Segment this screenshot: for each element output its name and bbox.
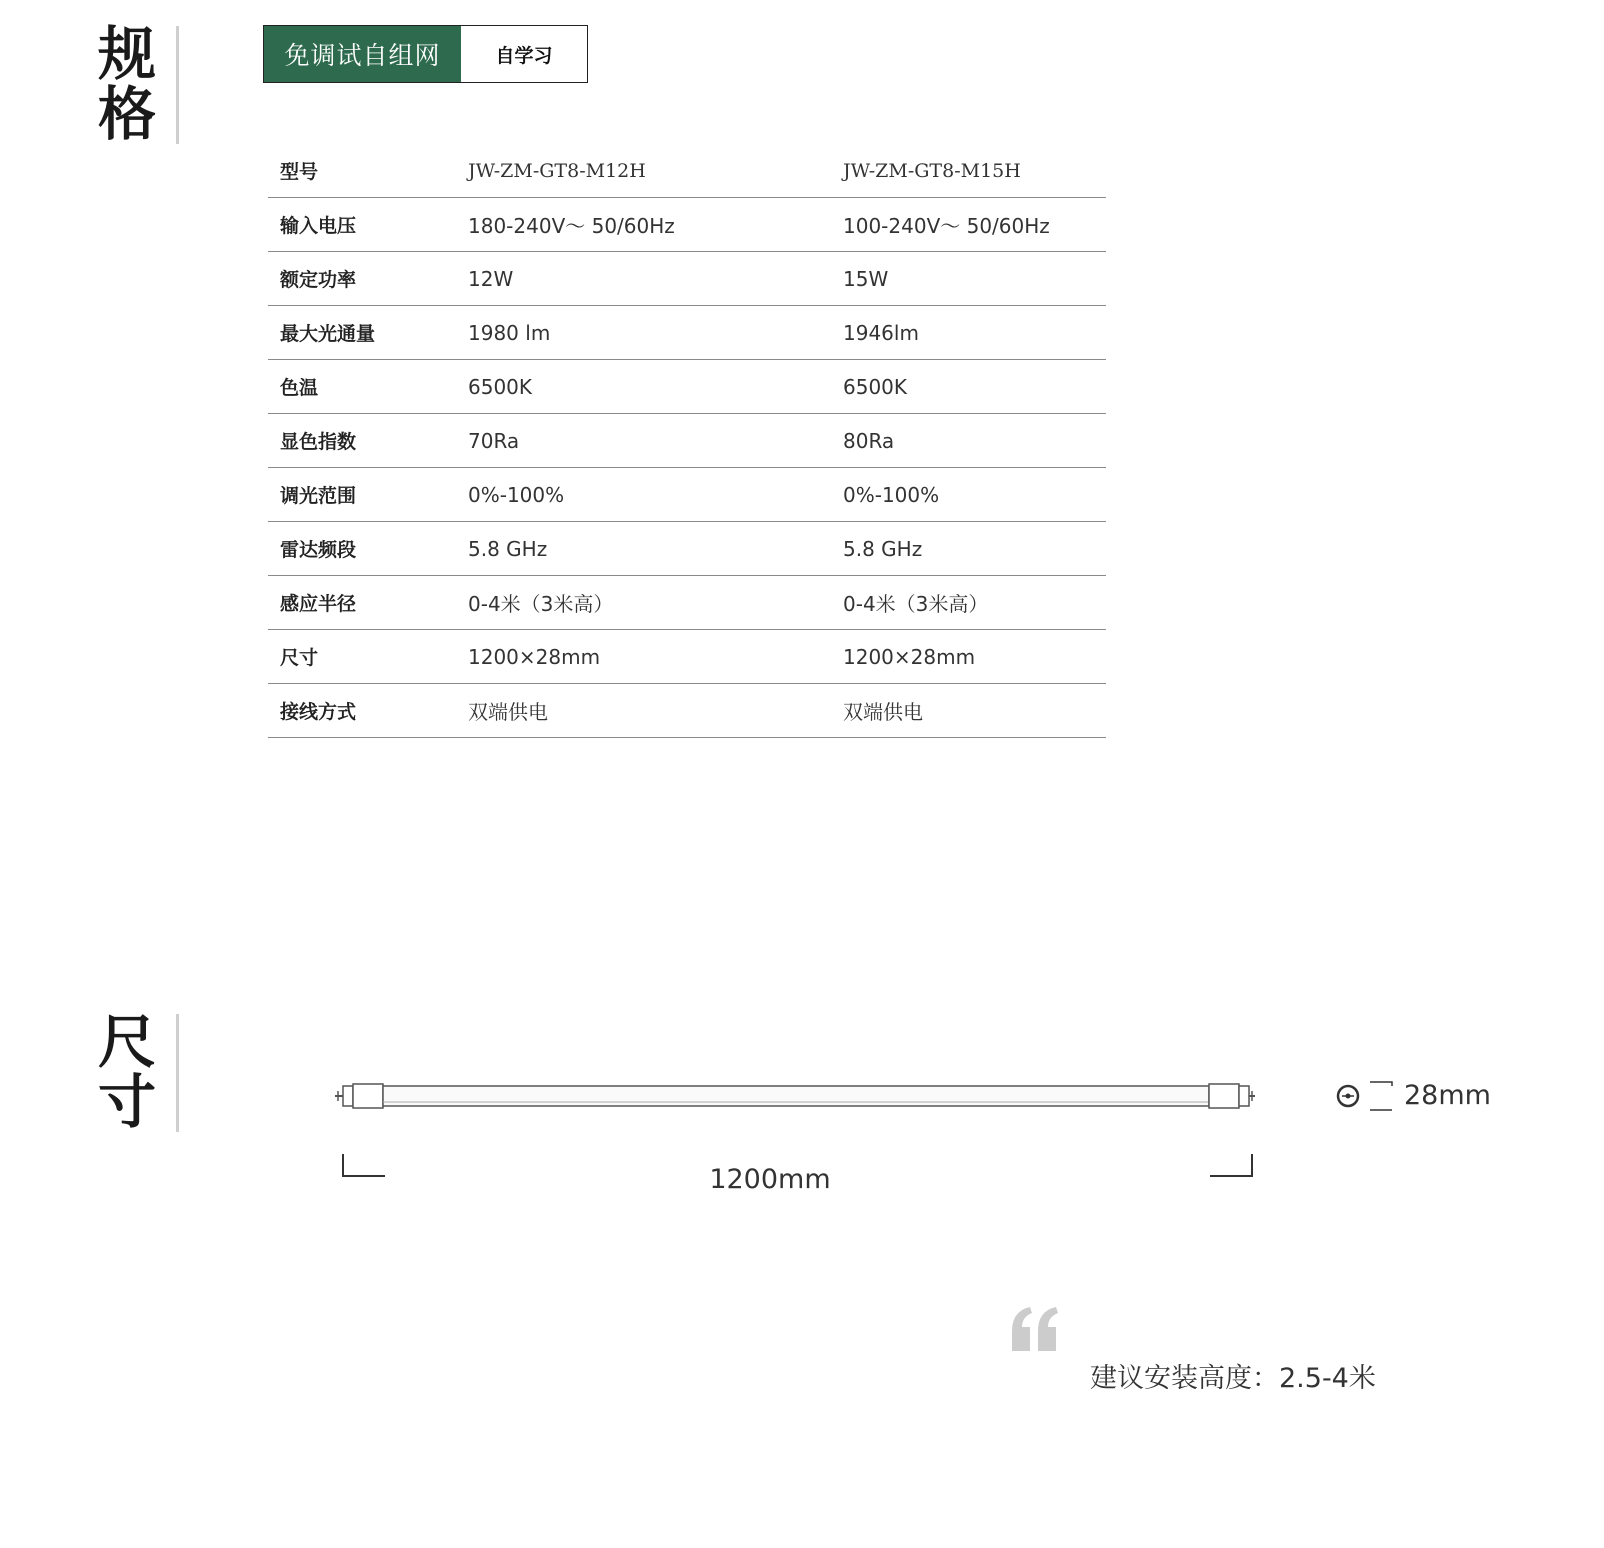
table-row [268,468,1106,522]
spec-label: 色温 [280,377,319,399]
install-height-note: 建议安装高度：2.5-4米 [1090,1363,1376,1394]
spec-label: 显色指数 [280,431,357,453]
spec-value-model-1: 0-4米（3米高） [468,592,614,616]
spec-value-model-2: 100-240V～ 50/60Hz [843,214,1050,238]
diameter-dimension-label: 28mm [1404,1080,1491,1111]
mode-tabs [263,25,588,83]
length-dimension-label: 1200mm [709,1164,831,1195]
spec-value-model-2: 双端供电 [843,700,923,724]
spec-value-model-2: 1200×28mm [843,644,976,669]
spec-value-model-1: 6500K [468,374,533,399]
tab-self-networking[interactable]: 免调试自组网 [264,26,461,82]
spec-label: 雷达频段 [280,539,357,561]
spec-value-model-2: 15W [843,266,889,291]
spec-section-title [98,20,168,148]
table-row [268,360,1106,414]
spec-label: 输入电压 [280,215,357,237]
table-row [268,252,1106,306]
spec-value-model-2: 6500K [843,374,908,399]
spec-label: 调光范围 [280,485,357,507]
size-section-title [98,1008,168,1136]
spec-value-model-2: 80Ra [843,428,895,453]
table-row [268,414,1106,468]
spec-value-model-1: JW-ZM-GT8-M12H [468,159,646,182]
tab-self-learning[interactable]: 自学习 [461,26,587,82]
spec-value-model-2: 0-4米（3米高） [843,592,989,616]
spec-value-model-2: 0%-100% [843,482,940,507]
spec-value-model-2: 5.8 GHz [843,536,923,561]
spec-label: 感应半径 [280,593,357,615]
spec-title-char-1: 规 [98,20,157,88]
spec-value-model-1: 双端供电 [468,700,548,724]
spec-label: 尺寸 [280,647,319,669]
spec-table [268,144,1106,738]
table-row [268,198,1106,252]
spec-value-model-1: 1980 lm [468,320,551,345]
spec-value-model-1: 70Ra [468,428,520,453]
size-title-char-2: 寸 [98,1068,157,1136]
diameter-icon [1336,1076,1394,1116]
table-row [268,630,1106,684]
spec-value-model-1: 5.8 GHz [468,536,548,561]
table-row [268,684,1106,738]
table-row [268,306,1106,360]
size-section-divider [176,1014,179,1132]
spec-label: 型号 [280,161,319,183]
quote-icon [1010,1305,1060,1353]
size-title-char-1: 尺 [98,1008,157,1076]
spec-label: 最大光通量 [280,323,376,345]
spec-value-model-1: 12W [468,266,514,291]
spec-value-model-1: 180-240V～ 50/60Hz [468,214,675,238]
spec-title-char-2: 格 [98,80,157,148]
spec-value-model-2: 1946lm [843,320,919,345]
spec-section-divider [176,26,179,144]
spec-value-model-1: 0%-100% [468,482,565,507]
spec-label: 额定功率 [280,269,357,291]
table-row [268,522,1106,576]
table-row [268,576,1106,630]
spec-label: 接线方式 [280,701,357,723]
table-row [268,144,1106,198]
spec-value-model-1: 1200×28mm [468,644,601,669]
spec-value-model-2: JW-ZM-GT8-M15H [843,159,1021,182]
